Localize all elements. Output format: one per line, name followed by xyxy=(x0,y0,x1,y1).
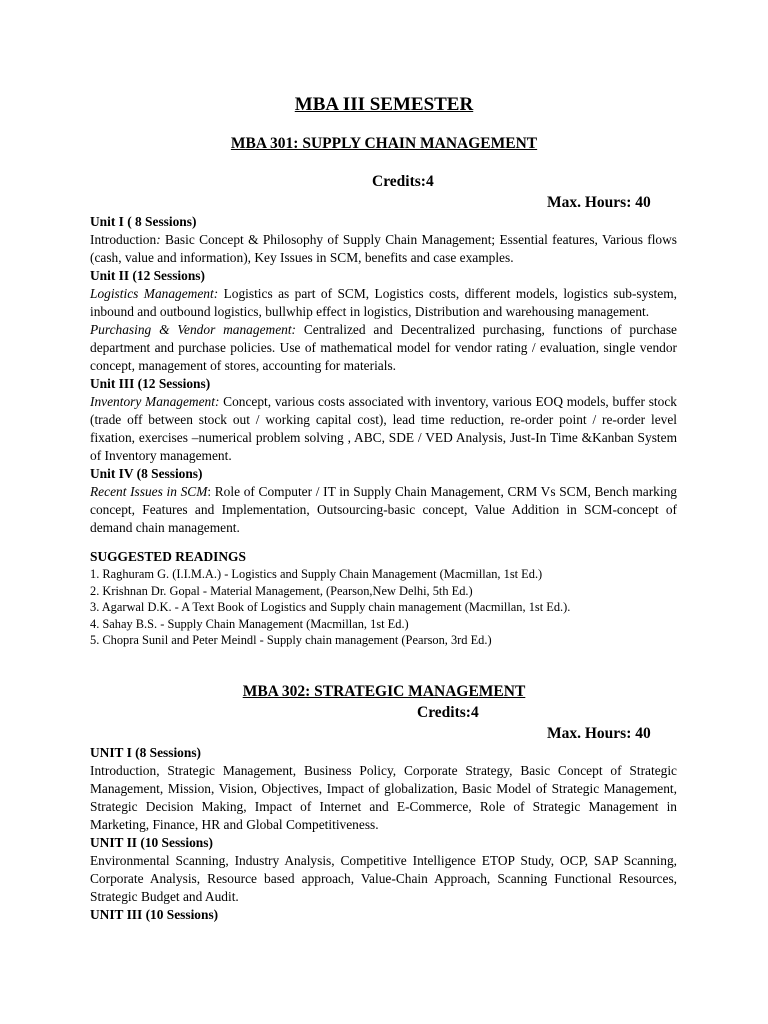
unit-title: Unit III (12 Sessions) xyxy=(90,376,211,391)
course-302-credits: Credits:4 xyxy=(417,704,479,721)
topic-text: Centralized and Decentralized purchasing, functions of purchase department and purchase policies. Use of mathematical model for vendor rating / evaluation, single vendor concept, management of stores, accounting for materials. xyxy=(90,322,677,373)
topic-text: Concept, various costs associated with inventory, various EOQ models, buffer stock (trade off between stock out / working capital cost), lead time reduction, re-order point / re-order level fixation, exercises –numerical problem solving , ABC, SDE / VED Analysis, Just-In Time &Kanban System of Inventory management. xyxy=(90,394,677,463)
suggested-readings-title: SUGGESTED READINGS xyxy=(90,549,246,564)
reading-item: 5. Chopra Sunil and Peter Meindl - Supply chain management (Pearson, 3rd Ed.) xyxy=(90,633,492,647)
topic-lead: Logistics Management: xyxy=(90,286,219,301)
topic-text: Role of Computer / IT in Supply Chain Management, CRM Vs SCM, Bench marking concept, Features and Implementation, Outsourcing-basic concept, Value Addition in SCM-concept of demand chain management. xyxy=(90,484,677,535)
topic-lead: Introduction xyxy=(90,232,157,247)
course-301-credits: Credits:4 xyxy=(372,173,434,190)
reading-item: 1. Raghuram G. (I.I.M.A.) - Logistics and Supply Chain Management (Macmillan, 1st Ed.) xyxy=(90,567,543,581)
unit-paragraph xyxy=(90,285,677,321)
unit-paragraph xyxy=(90,321,677,375)
course-302-max-hours: Max. Hours: 40 xyxy=(547,725,651,742)
course-302-syllabus xyxy=(90,744,677,924)
unit-paragraph xyxy=(90,483,677,537)
unit-paragraph xyxy=(90,231,677,267)
unit-title: Unit II (12 Sessions) xyxy=(90,268,205,283)
topic-lead: Purchasing & Vendor management: xyxy=(90,322,297,337)
course-301-syllabus xyxy=(90,213,677,649)
topic-lead: Recent Issues in SCM xyxy=(90,484,208,499)
unit-title: UNIT II (10 Sessions) xyxy=(90,835,213,850)
course-302-title: MBA 302: STRATEGIC MANAGEMENT xyxy=(242,683,526,700)
unit-title: UNIT III (10 Sessions) xyxy=(90,907,219,922)
topic-separator xyxy=(296,322,304,337)
unit-title: Unit I ( 8 Sessions) xyxy=(90,214,197,229)
topic-text: Logistics as part of SCM, Logistics costs, different models, logistics sub-system, inbound and outbound logistics, bullwhip effect in logistics, Distribution and warehousing management. xyxy=(90,286,677,319)
unit-paragraph: Introduction, Strategic Management, Business Policy, Corporate Strategy, Basic Concept of Strategic Management, Mission, Vision, Objectives, Impact of globalization, Basic Model of Strategic Management, Strategic Decision Making, Impact of Internet and E-Commerce, Role of Strategic Management in Marketing, Finance, HR and Global Competitiveness. xyxy=(90,763,677,832)
topic-separator: : xyxy=(156,232,166,247)
reading-item: 2. Krishnan Dr. Gopal - Material Management, (Pearson,New Delhi, 5th Ed.) xyxy=(90,583,473,598)
reading-item: 3. Agarwal D.K. - A Text Book of Logistics and Supply chain management (Macmillan, 1st Ed.). xyxy=(90,600,571,614)
course-301-title: MBA 301: SUPPLY CHAIN MANAGEMENT xyxy=(230,135,538,152)
reading-item: 4. Sahay B.S. - Supply Chain Management (Macmillan, 1st Ed.) xyxy=(90,616,409,631)
topic-text: Basic Concept & Philosophy of Supply Chain Management; Essential features, Various flows (cash, value and information), Key Issues in SCM, benefits and case examples. xyxy=(90,232,678,265)
unit-title: Unit IV (8 Sessions) xyxy=(90,466,203,481)
unit-title: UNIT I (8 Sessions) xyxy=(90,745,201,760)
topic-separator: : xyxy=(207,484,215,499)
semester-title: MBA III SEMESTER xyxy=(294,94,474,115)
unit-paragraph xyxy=(90,393,677,465)
unit-paragraph: Environmental Scanning, Industry Analysis, Competitive Intelligence ETOP Study, OCP, SAP Scanning, Corporate Analysis, Resource based approach, Value-Chain Approach, Scanning Functional Resources, Strategic Budget and Audit. xyxy=(90,853,677,904)
course-301-max-hours: Max. Hours: 40 xyxy=(547,194,651,211)
topic-lead: Inventory Management: xyxy=(90,394,220,409)
